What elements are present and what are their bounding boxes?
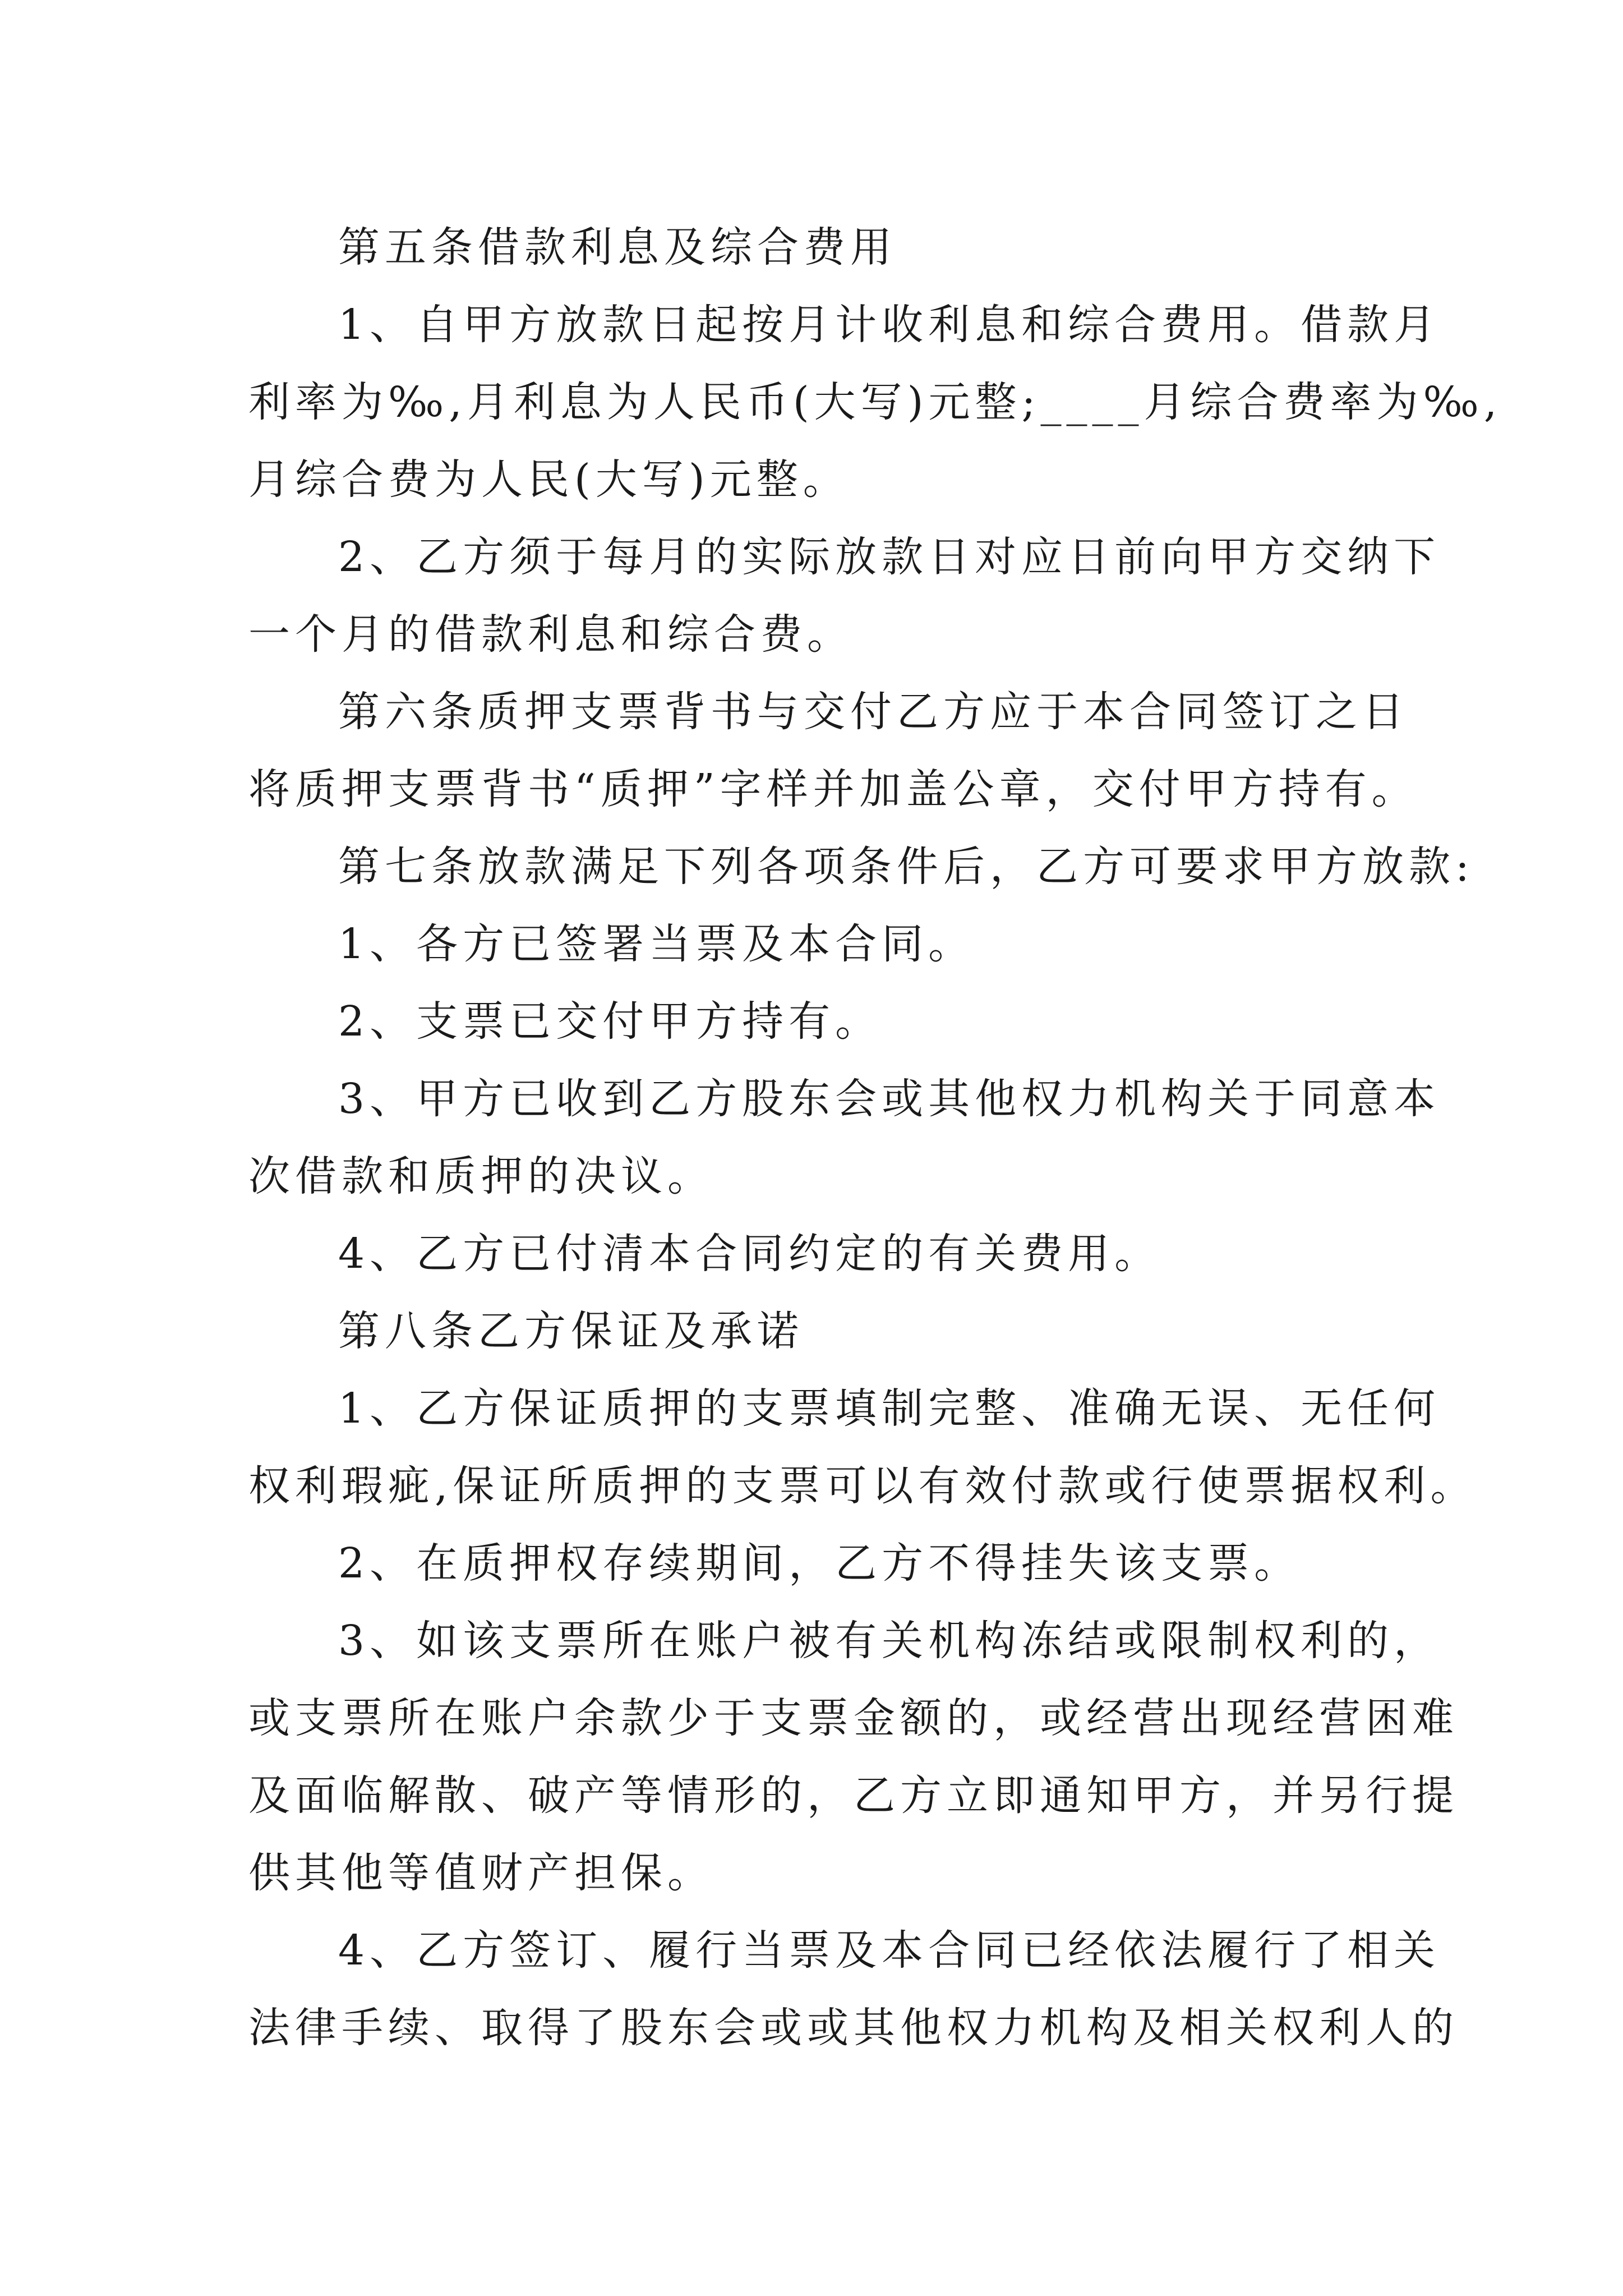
paragraph xyxy=(248,1060,1441,1215)
text-line: 4、乙方签订、履行当票及本合同已经依法履行了相关 xyxy=(338,1926,1441,1975)
text-line: 第七条放款满足下列各项条件后，乙方可要求甲方放款: xyxy=(338,843,1474,891)
paragraph xyxy=(248,1912,1459,2067)
paragraph xyxy=(248,983,1415,1060)
text-line: 供其他等值财产担保。 xyxy=(248,1849,714,1897)
text-line: 将质押支票背书“质押”字样并加盖公章，交付甲方持有。 xyxy=(248,765,1418,813)
paragraph xyxy=(248,1525,1415,1602)
paragraph xyxy=(248,518,1441,673)
text-line: 第五条借款利息及综合费用 xyxy=(338,223,897,272)
text-line: 法律手续、取得了股东会或或其他权力机构及相关权利人的 xyxy=(248,2004,1459,2052)
text-line: 2、乙方须于每月的实际放款日对应日前向甲方交纳下 xyxy=(338,533,1441,581)
paragraph xyxy=(248,286,1502,518)
paragraph xyxy=(248,673,1418,828)
text-line: 一个月的借款利息和综合费。 xyxy=(248,610,854,659)
text-line: 4、乙方已付清本合同约定的有关费用。 xyxy=(338,1230,1161,1278)
paragraph xyxy=(248,1370,1477,1525)
paragraph xyxy=(248,828,1474,905)
text-line: 3、甲方已收到乙方股东会或其他权力机构关于同意本 xyxy=(338,1075,1441,1123)
text-line: 第六条质押支票背书与交付乙方应于本合同签订之日 xyxy=(338,688,1409,736)
text-line: 次借款和质押的决议。 xyxy=(248,1152,714,1200)
text-line: 第八条乙方保证及承诺 xyxy=(338,1307,804,1355)
text-line: 权利瑕疵,保证所质押的支票可以有效付款或行使票据权利。 xyxy=(248,1462,1477,1510)
paragraph xyxy=(248,209,1415,286)
text-line: 利率为‰,月利息为人民币(大写)元整;____月综合费率为‰, xyxy=(248,378,1502,426)
text-line: 3、如该支票所在账户被有关机构冻结或限制权利的， xyxy=(338,1617,1441,1665)
paragraph xyxy=(248,1215,1415,1292)
text-line: 或支票所在账户余款少于支票金额的，或经营出现经营困难 xyxy=(248,1694,1459,1742)
text-line: 1、各方已签署当票及本合同。 xyxy=(338,920,975,968)
text-line: 2、支票已交付甲方持有。 xyxy=(338,997,882,1046)
text-line: 1、乙方保证质押的支票填制完整、准确无误、无任何 xyxy=(338,1384,1441,1433)
paragraph xyxy=(248,1292,1415,1370)
paragraph xyxy=(248,1602,1459,1912)
text-line: 2、在质押权存续期间，乙方不得挂失该支票。 xyxy=(338,1539,1301,1588)
document-body xyxy=(248,209,1502,2067)
text-line: 及面临解散、破产等情形的，乙方立即通知甲方，并另行提 xyxy=(248,1772,1459,1820)
text-line: 月综合费为人民(大写)元整。 xyxy=(248,455,850,504)
text-line: 1、自甲方放款日起按月计收利息和综合费用。借款月 xyxy=(338,301,1441,349)
paragraph xyxy=(248,905,1415,983)
